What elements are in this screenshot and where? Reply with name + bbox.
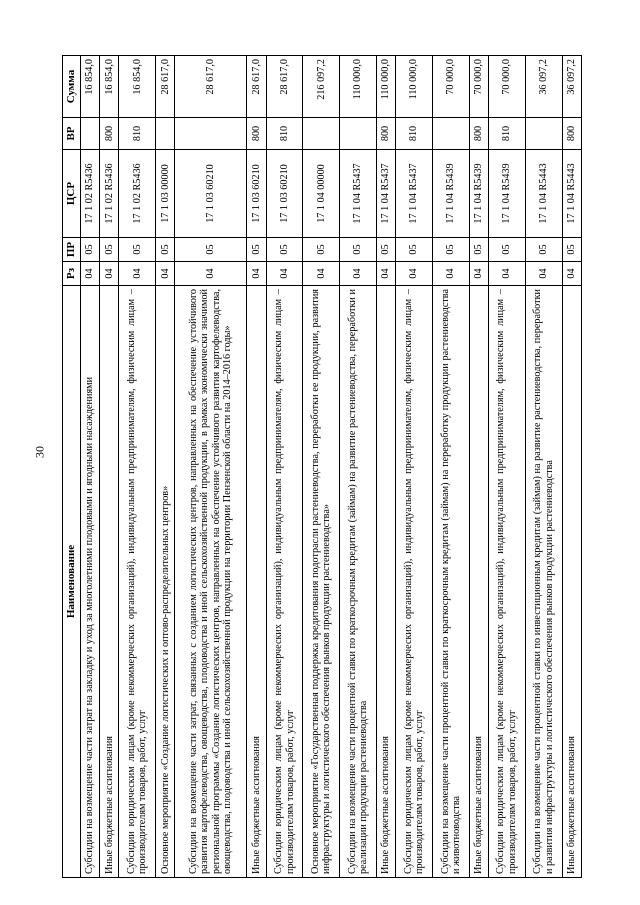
table-row <box>175 56 247 878</box>
row-vr <box>303 118 340 150</box>
table-row <box>247 56 266 878</box>
row-name: Иные бюджетные ассигнования <box>247 286 266 878</box>
row-name: Субсидии на возмещение части затрат на закладку и уход за многолетними плодовыми и ягодными насаждениями <box>81 286 100 878</box>
row-rz: 04 <box>525 262 562 286</box>
row-pr: 05 <box>81 238 100 262</box>
row-pr: 05 <box>562 238 581 262</box>
row-pr: 05 <box>266 238 303 262</box>
row-vr <box>81 118 100 150</box>
row-vr <box>525 118 562 150</box>
row-csr: 17 1 04 R5437 <box>396 150 433 238</box>
row-rz: 04 <box>81 262 100 286</box>
row-csr: 17 1 04 R5439 <box>433 150 470 238</box>
row-pr: 05 <box>396 238 433 262</box>
row-vr: 800 <box>247 118 266 150</box>
row-vr <box>156 118 175 150</box>
row-pr: 05 <box>100 238 119 262</box>
budget-table <box>62 55 582 878</box>
row-rz: 04 <box>156 262 175 286</box>
header-csr: ЦСР <box>63 150 81 238</box>
row-vr: 810 <box>396 118 433 150</box>
row-vr: 800 <box>469 118 488 150</box>
row-sum: 70 000,0 <box>433 56 470 118</box>
row-rz: 04 <box>303 262 340 286</box>
row-name: Иные бюджетные ассигнования <box>469 286 488 878</box>
row-vr: 800 <box>100 118 119 150</box>
row-pr: 05 <box>340 238 377 262</box>
table-row <box>81 56 100 878</box>
row-name: Иные бюджетные ассигнования <box>377 286 396 878</box>
row-pr: 05 <box>119 238 156 262</box>
row-csr: 17 1 04 R5439 <box>489 150 526 238</box>
row-name: Субсидии юридическим лицам (кроме некоммерческих организаций), индивидуальным предпринимателям, физическим лицам – производителям товаров, работ, услуг <box>266 286 303 878</box>
row-sum: 28 617,0 <box>266 56 303 118</box>
row-rz: 04 <box>175 262 247 286</box>
table-row <box>377 56 396 878</box>
header-pr: ПР <box>63 238 81 262</box>
row-sum: 216 097,2 <box>303 56 340 118</box>
row-name: Субсидии юридическим лицам (кроме некоммерческих организаций), индивидуальным предпринимателям, физическим лицам – производителям товаров, работ, услуг <box>119 286 156 878</box>
row-rz: 04 <box>433 262 470 286</box>
row-sum: 110 000,0 <box>377 56 396 118</box>
row-name: Субсидии на возмещение части затрат, связанных с созданием логистических центров, направленных на обеспечение устойчивого развития картофелеводства, овощеводства, плодоводства и иной сельскохозяйственной продукции, в рамках экономически значимой региональной программы «Создание логистических центров, направленных на обеспечение устойчивого развития картофелеводства, овощеводства, плодоводства и иной сельскохозяйственной продукции на территории Пензенской области на 2014–2016 годы» <box>175 286 247 878</box>
row-name: Иные бюджетные ассигнования <box>100 286 119 878</box>
table-row <box>396 56 433 878</box>
row-pr: 05 <box>175 238 247 262</box>
row-rz: 04 <box>377 262 396 286</box>
row-name: Субсидии юридическим лицам (кроме некоммерческих организаций), индивидуальным предпринимателям, физическим лицам – производителям товаров, работ, услуг <box>396 286 433 878</box>
row-sum: 36 097,2 <box>525 56 562 118</box>
row-sum: 16 854,0 <box>100 56 119 118</box>
row-sum: 28 617,0 <box>156 56 175 118</box>
row-csr: 17 1 03 00000 <box>156 150 175 238</box>
table-row <box>100 56 119 878</box>
row-pr: 05 <box>156 238 175 262</box>
row-vr: 800 <box>562 118 581 150</box>
row-rz: 04 <box>100 262 119 286</box>
row-name: Субсидии юридическим лицам (кроме некоммерческих организаций), индивидуальным предпринимателям, физическим лицам – производителям товаров, работ, услуг <box>489 286 526 878</box>
table-row <box>489 56 526 878</box>
table-row <box>119 56 156 878</box>
row-sum: 70 000,0 <box>469 56 488 118</box>
row-csr: 17 1 04 R5439 <box>469 150 488 238</box>
row-rz: 04 <box>340 262 377 286</box>
row-csr: 17 1 04 R5437 <box>340 150 377 238</box>
row-sum: 28 617,0 <box>175 56 247 118</box>
row-rz: 04 <box>266 262 303 286</box>
row-vr <box>340 118 377 150</box>
row-sum: 36 097,2 <box>562 56 581 118</box>
row-pr: 05 <box>303 238 340 262</box>
row-csr: 17 1 04 00000 <box>303 150 340 238</box>
row-vr: 800 <box>377 118 396 150</box>
row-sum: 16 854,0 <box>81 56 100 118</box>
table-row <box>156 56 175 878</box>
row-vr: 810 <box>266 118 303 150</box>
row-name: Основное мероприятие «Создание логистических и оптово-распределительных центров» <box>156 286 175 878</box>
row-rz: 04 <box>489 262 526 286</box>
header-name: Наименование <box>63 286 81 878</box>
row-pr: 05 <box>247 238 266 262</box>
row-name: Основное мероприятие «Государственная поддержка кредитования подотрасли растениеводства, переработки ее продукции, развития инфраструктуры и логистического обеспечения рынков продукции растениеводства» <box>303 286 340 878</box>
table-row <box>525 56 562 878</box>
rotated-table-container <box>62 56 582 878</box>
row-csr: 17 1 04 R5437 <box>377 150 396 238</box>
table-row <box>303 56 340 878</box>
table-row <box>266 56 303 878</box>
row-pr: 05 <box>489 238 526 262</box>
row-csr: 17 1 02 R5436 <box>119 150 156 238</box>
row-name: Субсидии на возмещение части процентной ставки по краткосрочным кредитам (займам) на развитие растениеводства, переработки и реализации продукции растениеводства <box>340 286 377 878</box>
row-csr: 17 1 03 60210 <box>175 150 247 238</box>
row-pr: 05 <box>377 238 396 262</box>
row-sum: 110 000,0 <box>340 56 377 118</box>
row-vr: 810 <box>489 118 526 150</box>
row-name: Субсидии на возмещение части процентной ставки по инвестиционным кредитам (займам) на развитие растениеводства, переработки и развития инфраструктуры и логистического обеспечения рынков продукции растениеводства <box>525 286 562 878</box>
row-pr: 05 <box>525 238 562 262</box>
row-csr: 17 1 02 R5436 <box>100 150 119 238</box>
row-sum: 16 854,0 <box>119 56 156 118</box>
row-sum: 110 000,0 <box>396 56 433 118</box>
row-sum: 28 617,0 <box>247 56 266 118</box>
table-row <box>433 56 470 878</box>
row-vr <box>175 118 247 150</box>
row-csr: 17 1 03 60210 <box>266 150 303 238</box>
header-vr: ВР <box>63 118 81 150</box>
row-pr: 05 <box>433 238 470 262</box>
table-header-row <box>63 56 81 878</box>
row-csr: 17 1 03 60210 <box>247 150 266 238</box>
table-row <box>340 56 377 878</box>
row-rz: 04 <box>396 262 433 286</box>
page-number: 30 <box>32 446 47 458</box>
row-vr <box>433 118 470 150</box>
row-csr: 17 1 04 R5443 <box>562 150 581 238</box>
row-pr: 05 <box>469 238 488 262</box>
header-rz: Рз <box>63 262 81 286</box>
row-csr: 17 1 02 R5436 <box>81 150 100 238</box>
row-sum: 70 000,0 <box>489 56 526 118</box>
header-sum: Сумма <box>63 56 81 118</box>
row-rz: 04 <box>119 262 156 286</box>
row-name: Иные бюджетные ассигнования <box>562 286 581 878</box>
row-vr: 810 <box>119 118 156 150</box>
row-csr: 17 1 04 R5443 <box>525 150 562 238</box>
table-row <box>562 56 581 878</box>
row-name: Субсидии на возмещение части процентной ставки по краткосрочным кредитам (займам) на переработку продукции растениеводства и животноводства <box>433 286 470 878</box>
row-rz: 04 <box>562 262 581 286</box>
table-row <box>469 56 488 878</box>
row-rz: 04 <box>247 262 266 286</box>
row-rz: 04 <box>469 262 488 286</box>
